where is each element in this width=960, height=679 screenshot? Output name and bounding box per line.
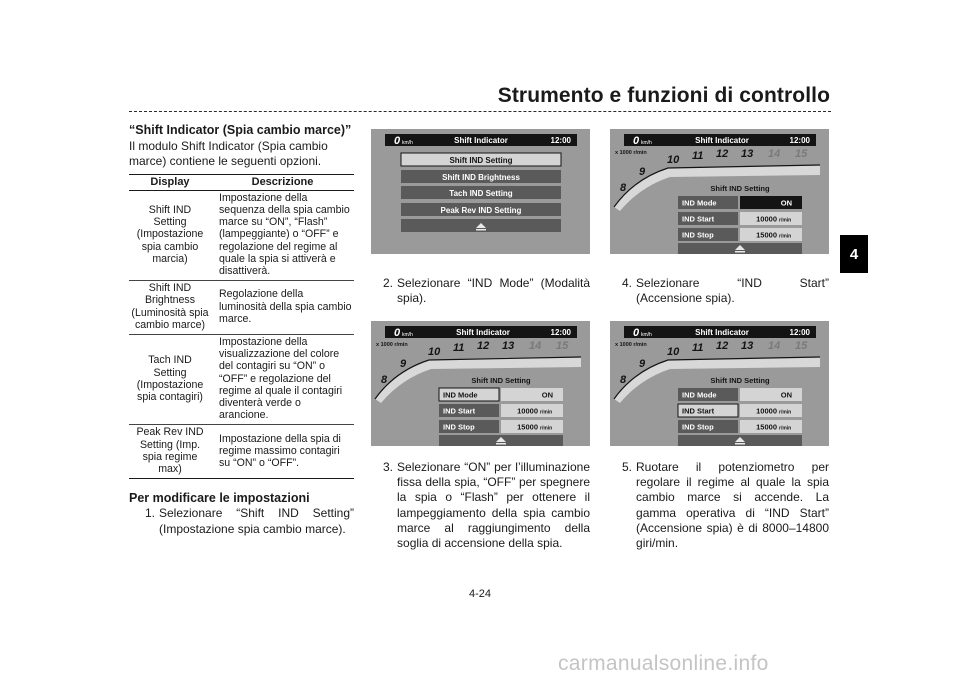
tach-tick-label: 14 [768, 148, 781, 160]
watermark: carmanualsonline.info [558, 652, 769, 675]
lcd-speed: 0 [394, 135, 401, 147]
tach-tick-label: 13 [741, 148, 754, 160]
setting-row-value: ON [780, 390, 792, 400]
setting-row-label: IND Stop [682, 422, 714, 432]
setting-row-unit: r/min [779, 409, 792, 416]
setting-row-unit: r/min [779, 217, 792, 224]
setting-title: Shift IND Setting [710, 376, 770, 385]
tach-tick-label: 11 [692, 342, 704, 354]
tach-tick-label: 9 [639, 358, 646, 370]
table-header-description: Descrizione [211, 174, 354, 190]
tach-tick-label: 15 [795, 340, 808, 352]
tach-tick-label: 11 [453, 342, 465, 354]
lcd-screen-ind-start [610, 321, 829, 446]
tach-tick-label: 12 [716, 148, 729, 160]
procedure-step-1 [129, 506, 354, 536]
table-cell-description: Regolazione della luminosità della spia cambio marce. [211, 281, 354, 335]
section-intro: Il modulo Shift Indicator (Spia cambio marce) contiene le seguenti opzioni. [129, 139, 328, 169]
lcd-speed-unit: km/h [402, 332, 413, 338]
tach-tick-label: 10 [428, 346, 441, 358]
tach-tick-label: 12 [716, 340, 729, 352]
tach-tick-label: 10 [667, 346, 680, 358]
left-column [129, 123, 354, 537]
setting-row-value: 15000 [756, 422, 777, 432]
tach-tick-label: 9 [400, 358, 407, 370]
procedure-step-3 [383, 460, 590, 551]
tach-tick-label: 8 [620, 374, 627, 386]
setting-row-value: 10000 [756, 214, 777, 224]
step-number: 5. [622, 460, 633, 474]
lcd-title: Shift Indicator [454, 136, 508, 145]
options-table [129, 174, 354, 480]
setting-row-unit: r/min [540, 425, 553, 432]
step-text: Selezionare “Shift IND Setting” (Impostazione spia cambio marce). [159, 506, 354, 536]
table-cell-display: Peak Rev IND Setting (Imp. spia regime max) [129, 425, 211, 479]
lcd-clock: 12:00 [789, 328, 810, 337]
table-cell-description: Impostazione della visualizzazione del colore del contagiri su “ON” o “OFF” e regolazione del regime al quale il contagiri diventerà verde o arancione. [211, 335, 354, 425]
menu-item-label: Shift IND Setting [449, 156, 513, 165]
page-number: 4-24 [468, 588, 492, 600]
step-number: 4. [622, 276, 633, 290]
eject-icon-bar [735, 443, 745, 445]
menu-item-label: Tach IND Setting [449, 189, 513, 198]
tach-tick-label: 14 [529, 340, 542, 352]
setting-row-label: IND Mode [682, 390, 717, 400]
lcd-clock: 12:00 [550, 328, 571, 337]
page-header-title: Strumento e funzioni di controllo [497, 84, 830, 107]
table-row [129, 335, 354, 425]
table-header-display: Display [129, 174, 211, 190]
step-text: Selezionare “IND Start” (Accensione spia). [636, 276, 829, 306]
table-cell-display: Shift IND Brightness (Luminosità spia cambio marce) [129, 281, 211, 335]
eject-icon-bar [476, 229, 486, 231]
setting-row-unit: r/min [540, 409, 553, 416]
tach-tick-label: 9 [639, 166, 646, 178]
setting-title: Shift IND Setting [710, 184, 770, 193]
setting-title: Shift IND Setting [471, 376, 531, 385]
procedure-step-2 [383, 276, 590, 306]
section-title: “Shift Indicator (Spia cambio marce)” [129, 123, 352, 137]
procedure-title: Per modificare le impostazioni [129, 491, 310, 506]
setting-row-unit: r/min [779, 425, 792, 432]
lcd-rpm-label: x 1000 r/min [615, 150, 647, 156]
tach-tick-label: 11 [692, 150, 704, 162]
chapter-tab: 4 [840, 235, 868, 273]
table-cell-description: Impostazione della sequenza della spia cambio marce su “ON”, “Flash” (lampeggiante) o “OFF” e regolazione del regime al quale la spia si attiverà e disattiverà. [211, 190, 354, 280]
lcd-screen-menu [371, 129, 590, 254]
setting-row-value: 10000 [517, 406, 538, 416]
lcd-speed-unit: km/h [641, 140, 652, 146]
tach-tick-label: 13 [502, 340, 515, 352]
setting-row-label: IND Mode [443, 390, 478, 400]
lcd-rpm-label: x 1000 r/min [376, 342, 408, 348]
lcd-title: Shift Indicator [695, 136, 749, 145]
lcd-clock: 12:00 [789, 136, 810, 145]
lcd-title: Shift Indicator [456, 328, 510, 337]
tach-tick-label: 15 [795, 148, 808, 160]
lcd-clock: 12:00 [550, 136, 571, 145]
lcd-speed: 0 [633, 135, 640, 147]
step-text: Selezionare “IND Mode” (Modalità spia). [397, 276, 590, 306]
setting-row-value: 15000 [756, 230, 777, 240]
procedure-step-4 [622, 276, 829, 306]
setting-row-unit: r/min [779, 233, 792, 240]
tach-tick-label: 8 [381, 374, 388, 386]
step-number: 2. [383, 276, 394, 290]
lcd-screen-ind-setting [610, 129, 829, 254]
lcd-speed-unit: km/h [641, 332, 652, 338]
setting-row-value-box[interactable] [740, 388, 802, 401]
procedure-step-5 [622, 460, 829, 551]
table-cell-display: Tach IND Setting (Impostazione spia contagiri) [129, 335, 211, 425]
setting-row-value: ON [541, 390, 553, 400]
setting-row-label: IND Mode [682, 198, 717, 208]
setting-row-label: IND Start [443, 406, 476, 416]
lcd-speed-unit: km/h [402, 140, 413, 146]
tach-tick-label: 14 [768, 340, 781, 352]
setting-row-label: IND Start [682, 406, 715, 416]
tach-tick-label: 15 [556, 340, 569, 352]
setting-row-value-box[interactable] [501, 388, 563, 401]
setting-row-value-box[interactable] [740, 196, 802, 209]
step-number: 1. [144, 506, 155, 521]
table-cell-description: Impostazione della spia di regime massimo contagiri su “ON” o “OFF”. [211, 425, 354, 479]
step-text: Ruotare il potenziometro per regolare il regime al quale la spia cambio marce si accende. La gamma operativa di “IND Start” (Accensione spia) è di 8000–14800 giri/min. [636, 460, 829, 551]
lcd-title: Shift Indicator [695, 328, 749, 337]
tach-tick-label: 12 [477, 340, 490, 352]
lcd-rpm-label: x 1000 r/min [615, 342, 647, 348]
lcd-screen-ind-mode [371, 321, 590, 446]
step-text: Selezionare “ON” per l’illuminazione fissa della spia, “OFF” per spegnere la spia o “Flash” per ottenere il lampeggiamento della spia cambio marce al raggiungimento della soglia di accensione della spia. [397, 460, 590, 551]
lcd-speed: 0 [394, 327, 401, 339]
table-row [129, 281, 354, 335]
tach-tick-label: 10 [667, 154, 680, 166]
setting-row-value: ON [780, 198, 792, 208]
header-rule [129, 111, 831, 112]
setting-row-label: IND Stop [682, 230, 714, 240]
lcd-speed: 0 [633, 327, 640, 339]
menu-item-label: Peak Rev IND Setting [440, 206, 522, 215]
table-cell-display: Shift IND Setting (Impostazione spia cambio marcia) [129, 190, 211, 280]
tach-tick-label: 13 [741, 340, 754, 352]
setting-row-value: 10000 [756, 406, 777, 416]
table-row [129, 425, 354, 479]
step-number: 3. [383, 460, 394, 474]
setting-row-label: IND Stop [443, 422, 475, 432]
menu-item-label: Shift IND Brightness [442, 173, 520, 182]
setting-row-value: 15000 [517, 422, 538, 432]
setting-row-label: IND Start [682, 214, 715, 224]
tach-tick-label: 8 [620, 182, 627, 194]
eject-icon-bar [735, 251, 745, 253]
table-row [129, 190, 354, 280]
eject-icon-bar [496, 443, 506, 445]
table-header-row [129, 174, 354, 190]
